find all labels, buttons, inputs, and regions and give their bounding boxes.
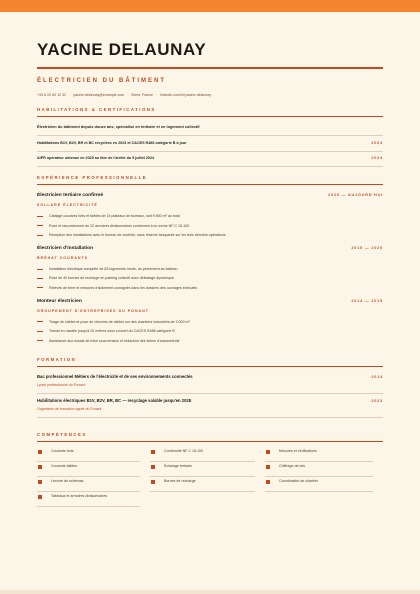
job-bullet: Câblage courants forts et faibles de 14 plateaux de bureaux, soit 9 800 m² au total bbox=[37, 214, 383, 218]
section-title-experience: EXPÉRIENCE PROFESSIONNELLE bbox=[37, 174, 148, 180]
skills-grid bbox=[37, 447, 383, 507]
experience-section bbox=[37, 175, 383, 343]
habilitations-section bbox=[37, 107, 383, 167]
header-divider bbox=[37, 67, 383, 69]
job-entry-title: Électricien d'installation bbox=[37, 245, 94, 251]
square-bullet-icon bbox=[38, 450, 42, 454]
habilitation-item bbox=[37, 141, 383, 145]
job-bullet: Pose et raccordement de 22 armoires divisionnaires conformes à la norme NF C 15-100 bbox=[37, 224, 383, 228]
contact-line: +33 6 22 60 12 32 · yacine.delaunay@example.com · Brest, France · linkedin.com/in/yacine-delaunay bbox=[37, 93, 212, 97]
skill-item bbox=[37, 477, 140, 492]
job-entry-dates: 2015 — 2020 bbox=[351, 245, 383, 250]
skill-label: Éclairage tertiaire bbox=[164, 464, 192, 469]
habilitation-label: AIPR opérateur obtenue en 2025 au titre de l'arrêté du 5 juillet 2024 bbox=[37, 156, 155, 161]
job-entry-dates: 2020 — AUJOURD'HUI bbox=[328, 193, 383, 198]
job-entry bbox=[37, 193, 383, 237]
formation-title: Habilitations électriques B1V, B2V, BR, BC — recyclage valable jusqu'en 2028 bbox=[37, 398, 192, 404]
competences-section bbox=[37, 432, 383, 507]
section-title-competences: COMPÉTENCES bbox=[37, 431, 87, 437]
square-bullet-icon bbox=[38, 495, 42, 499]
skill-label: Mesures et vérifications bbox=[279, 449, 317, 454]
divider bbox=[37, 151, 383, 152]
job-entry-title: Électricien tertiaire confirmé bbox=[37, 193, 104, 199]
job-title: ÉLECTRICIEN DU BÂTIMENT bbox=[37, 78, 166, 84]
habilitation-item bbox=[37, 156, 383, 160]
divider bbox=[37, 393, 383, 394]
square-bullet-icon bbox=[151, 465, 155, 469]
section-rule bbox=[37, 366, 383, 367]
skill-item bbox=[150, 462, 255, 477]
contact-phone: +33 6 22 60 12 32 bbox=[37, 93, 67, 97]
job-entry bbox=[37, 246, 383, 290]
skill-label: Conformité NF C 15-100 bbox=[164, 449, 204, 454]
square-bullet-icon bbox=[151, 480, 155, 484]
section-rule bbox=[37, 441, 383, 442]
job-bullet: Relevés de terre et mesures d'isolement consignés dans les dossiers des ouvrages exécutés bbox=[37, 286, 383, 290]
square-bullet-icon bbox=[38, 480, 42, 484]
bottom-bar bbox=[0, 590, 420, 594]
contact-linkedin[interactable]: linkedin.com/in/yacine-delaunay bbox=[160, 93, 212, 97]
job-entry-company: SOLLARE ÉLECTRICITÉ bbox=[37, 203, 98, 208]
job-bullet: Installation électrique complète de 83 logements neufs, du percement au tableau bbox=[37, 267, 383, 271]
divider bbox=[37, 135, 383, 136]
formation-school: Organisme de formation agréé du Ponant bbox=[37, 407, 102, 412]
square-bullet-icon bbox=[151, 450, 155, 454]
skill-label: Coordination de chantier bbox=[279, 479, 319, 484]
contact-email[interactable]: yacine.delaunay@example.com bbox=[73, 93, 125, 97]
habilitations-summary: Électricien du bâtiment depuis douze ans, spécialisé en tertiaire et en logement collectif bbox=[37, 124, 200, 130]
resume-page bbox=[37, 12, 383, 507]
skill-label: Courants forts bbox=[51, 449, 74, 454]
skill-item bbox=[37, 462, 140, 477]
job-entry bbox=[37, 299, 383, 343]
skill-label: Tableaux et armoires divisionnaires bbox=[51, 494, 108, 499]
formation-date: 2014 bbox=[371, 374, 383, 379]
habilitation-date: 2023 bbox=[371, 140, 383, 145]
skill-item bbox=[37, 447, 140, 462]
job-entry-company: GROUPEMENT D'ENTREPRISES DU PONANT bbox=[37, 308, 149, 313]
formation-section bbox=[37, 357, 383, 418]
job-bullet: Tirage de câbles et pose de chemins de câbles sur des chantiers industriels de 3 000 m² bbox=[37, 320, 383, 324]
job-entry-title: Monteur électricien bbox=[37, 298, 82, 304]
square-bullet-icon bbox=[266, 480, 270, 484]
top-accent-bar bbox=[0, 0, 420, 12]
formation-date: 2023 bbox=[371, 399, 383, 404]
skill-label: Lecture de schémas bbox=[51, 479, 84, 484]
job-bullet: Pose de 40 bornes de recharge en parking collectif avec délestage dynamique bbox=[37, 276, 383, 280]
skill-item bbox=[37, 492, 140, 507]
divider bbox=[37, 166, 383, 167]
skill-item bbox=[265, 462, 373, 477]
square-bullet-icon bbox=[266, 450, 270, 454]
job-entry-company: BRÉHAT COURANTS bbox=[37, 255, 89, 260]
square-bullet-icon bbox=[266, 465, 270, 469]
divider bbox=[37, 417, 383, 418]
job-entry-dates: 2014 — 2015 bbox=[351, 298, 383, 303]
skill-label: Bornes de recharge bbox=[164, 479, 196, 484]
contact-location: Brest, France bbox=[131, 93, 154, 97]
skill-label: Chiffrage de lots bbox=[279, 464, 306, 469]
skill-label: Courants faibles bbox=[51, 464, 77, 469]
section-rule bbox=[37, 184, 383, 185]
habilitation-date: 2024 bbox=[371, 156, 383, 161]
job-bullet: Assistance aux essais de mise sous tension et rédaction des fiches d'autocontrôle bbox=[37, 339, 383, 343]
job-bullet: Réception des installations avec le bureau de contrôle, sans réserve bloquante sur les trois derniers opérations bbox=[37, 233, 383, 237]
section-rule bbox=[37, 116, 383, 117]
section-title-habilitations: HABILITATIONS & CERTIFICATIONS bbox=[37, 107, 156, 112]
skill-item bbox=[150, 447, 255, 462]
formation-title: Bac professionnel Métiers de l'électricité et de ses environnements connectés bbox=[37, 373, 193, 379]
formation-item bbox=[37, 374, 383, 387]
skill-item bbox=[265, 447, 373, 462]
formation-item bbox=[37, 398, 383, 411]
job-bullet: Travail en nacelle jusqu'à 20 mètres sous couvert du CACES R486 catégorie B bbox=[37, 329, 383, 333]
candidate-name: YACINE DELAUNAY bbox=[37, 40, 207, 59]
square-bullet-icon bbox=[38, 465, 42, 469]
skill-item bbox=[265, 477, 373, 492]
section-title-formation: FORMATION bbox=[37, 356, 77, 362]
habilitation-label: Habilitations B1V, B2V, BR et BC recyclées en 2023 et CACES R486 catégorie B à jour bbox=[37, 140, 187, 145]
formation-school: Lycée professionnel du Ponant bbox=[37, 382, 85, 387]
skill-item bbox=[150, 477, 255, 492]
